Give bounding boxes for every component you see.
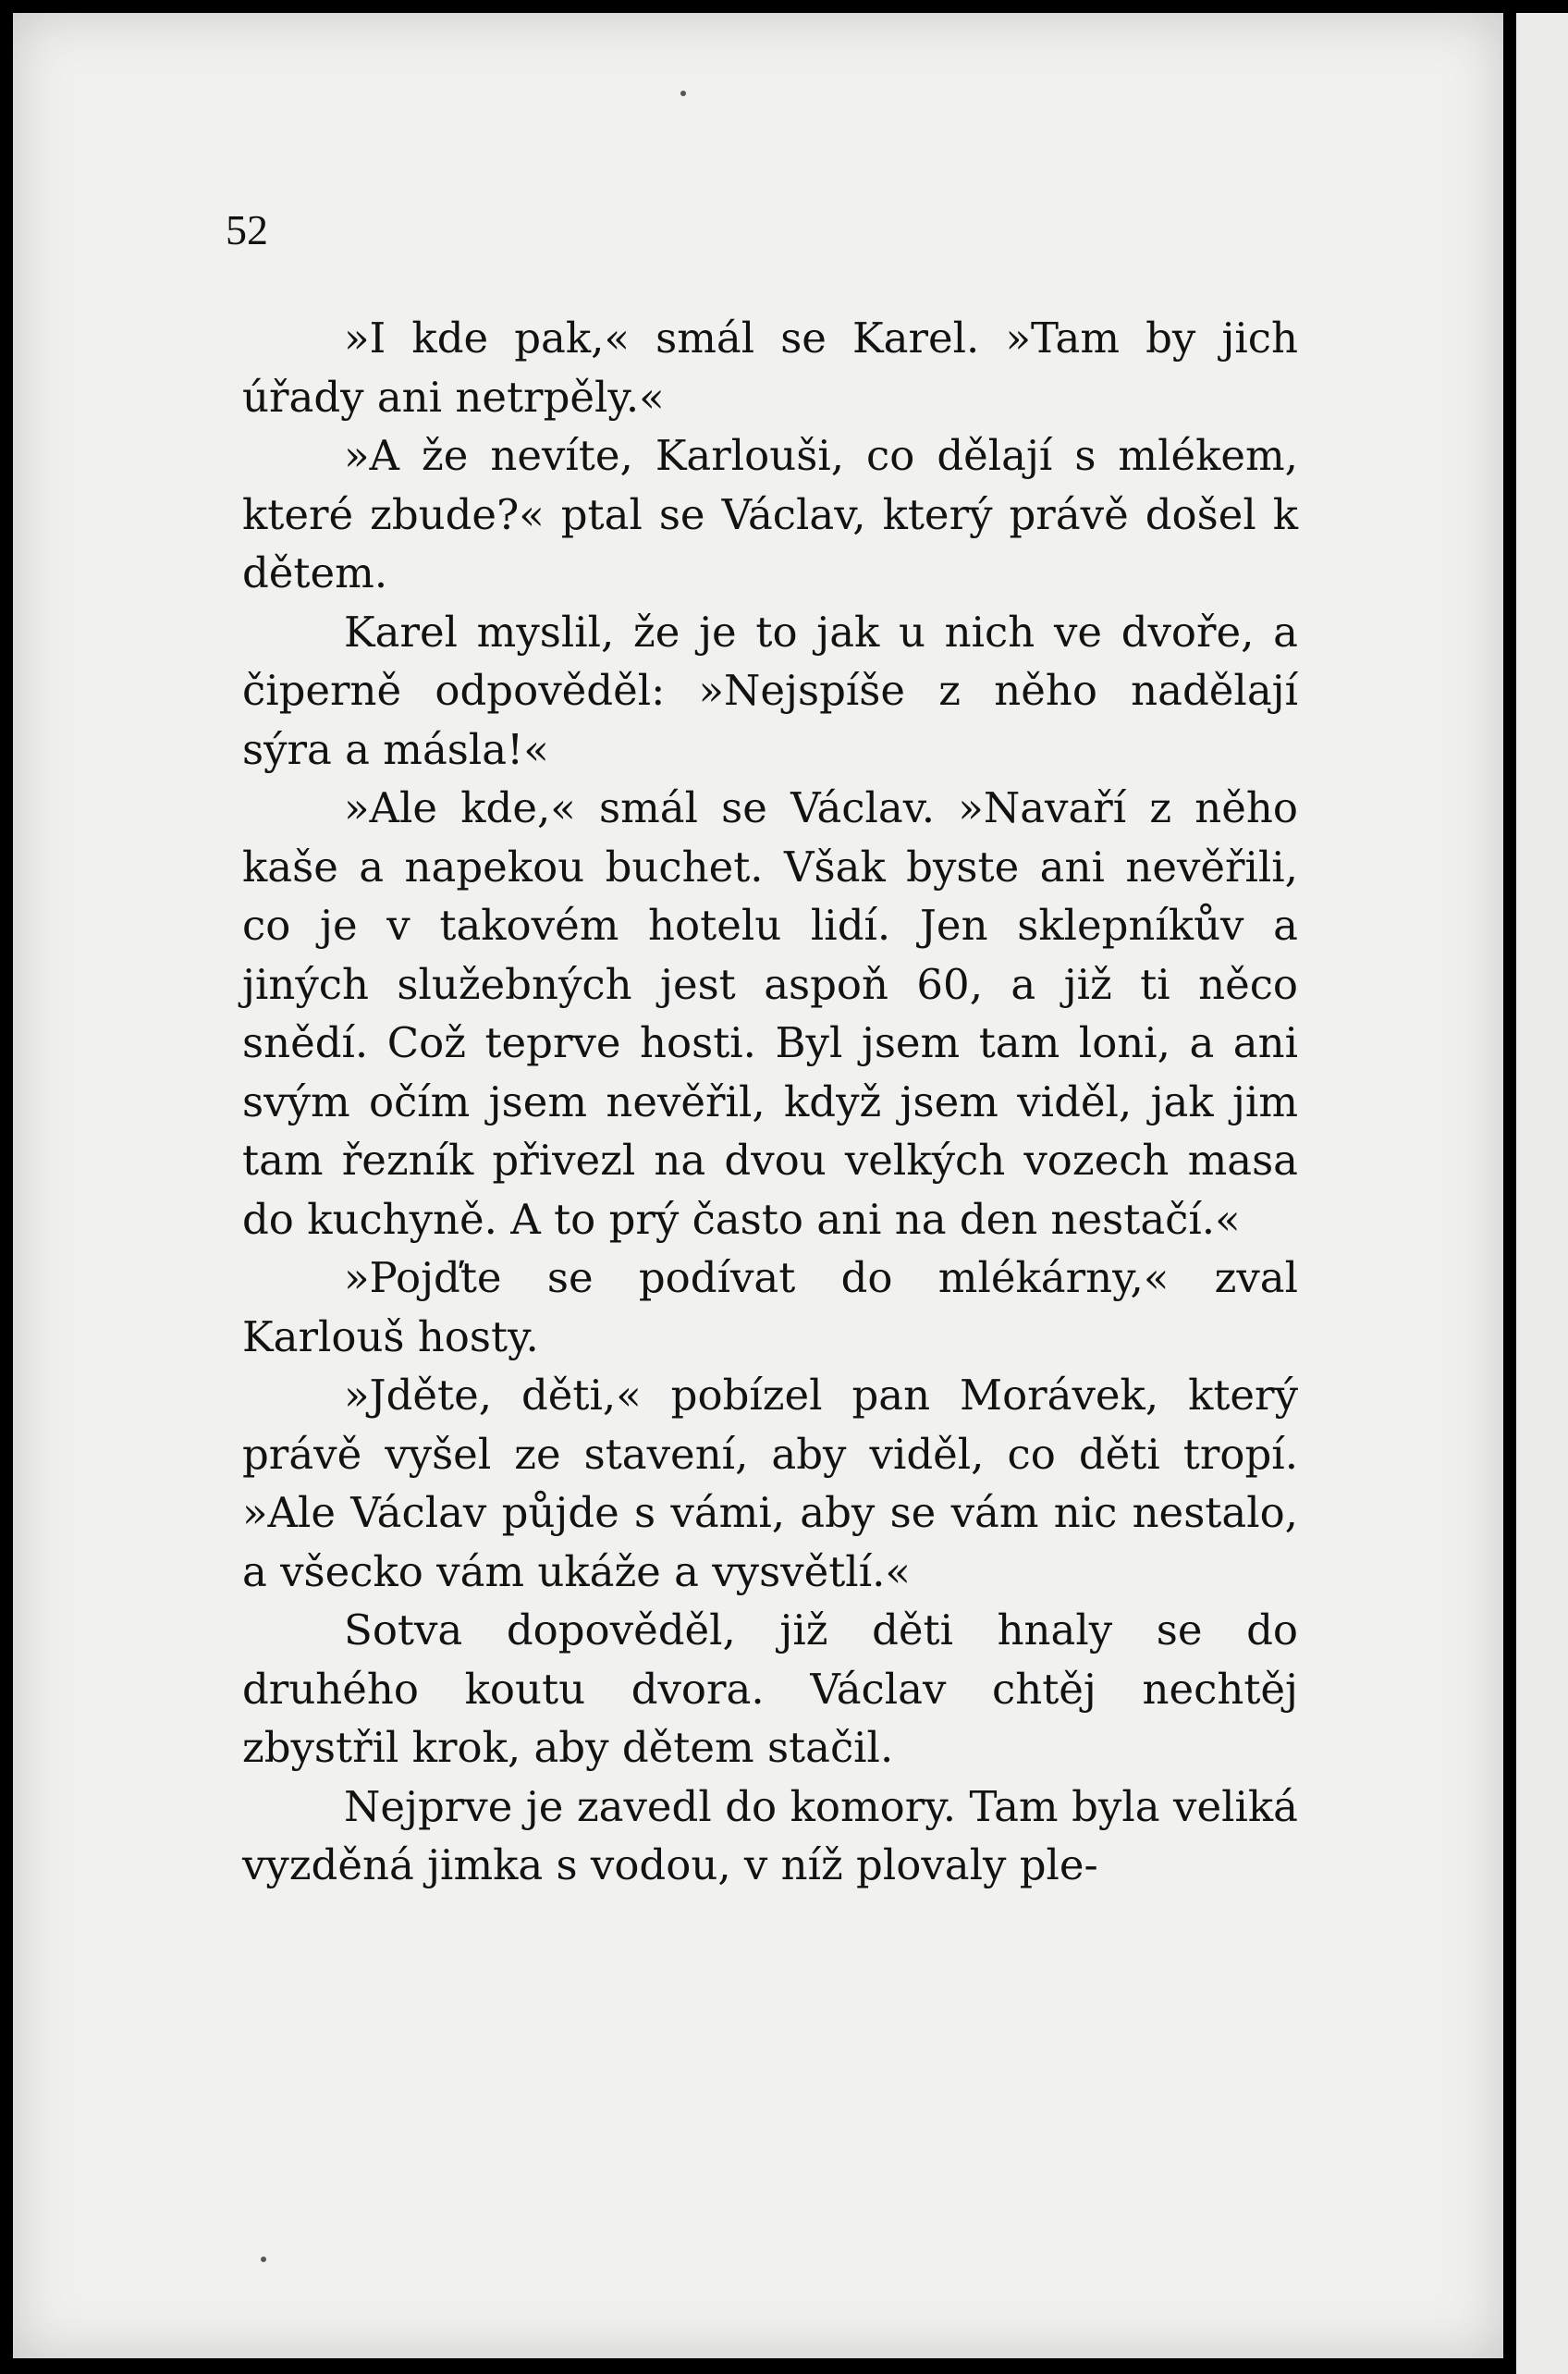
paragraph: »I kde pak,« smál se Karel. »Tam by jich úřady ani netrpěly.«	[242, 314, 1298, 422]
next-page-edge	[1516, 13, 1568, 2374]
paragraph: »A že nevíte, Karlouši, co dělají s mlékem, které zbude?« ptal se Václav, který právě došel k dětem.	[242, 431, 1298, 597]
paragraph: »Jděte, děti,« pobízel pan Morávek, který právě vyšel ze stavení, aby viděl, co děti tropí. »Ale Václav půjde s vámi, aby se vám nic nestalo, a všecko vám ukáže a vysvětlí.«	[242, 1371, 1298, 1596]
paragraph: Sotva dopověděl, již děti hnaly se do druhého koutu dvora. Václav chtěj nechtěj zbystřil krok, aby dětem stačil.	[242, 1605, 1298, 1772]
paragraph: Karel myslil, že je to jak u nich ve dvoře, a čiperně odpověděl: »Nejspíše z něho nadělají sýra a másla!«	[242, 607, 1298, 774]
page-number: 52	[226, 206, 268, 253]
paper-speck	[680, 91, 686, 96]
paragraph: »Ale kde,« smál se Václav. »Navaří z něho kaše a napekou buchet. Však byste ani nevěřili, co je v takovém hotelu lidí. Jen sklepníkův a jiných služebných jest aspoň 60, a již ti něco snědí. Což teprve hosti. Byl jsem tam loni, a ani svým očím jsem nevěřil, když jsem viděl, jak jim tam řezník přivezl na dvou velkých vozech masa do kuchyně. A to prý často ani na den nestačí.«	[242, 783, 1298, 1244]
body-text	[242, 309, 1298, 1895]
paragraph: Nejprve je zavedl do komory. Tam byla veliká vyzděná jimka s vodou, v níž plovaly ple-	[242, 1781, 1298, 1889]
paragraph: »Pojďte se podívat do mlékárny,« zval Karlouš hosty.	[242, 1253, 1298, 1361]
paper-speck	[261, 2257, 266, 2262]
